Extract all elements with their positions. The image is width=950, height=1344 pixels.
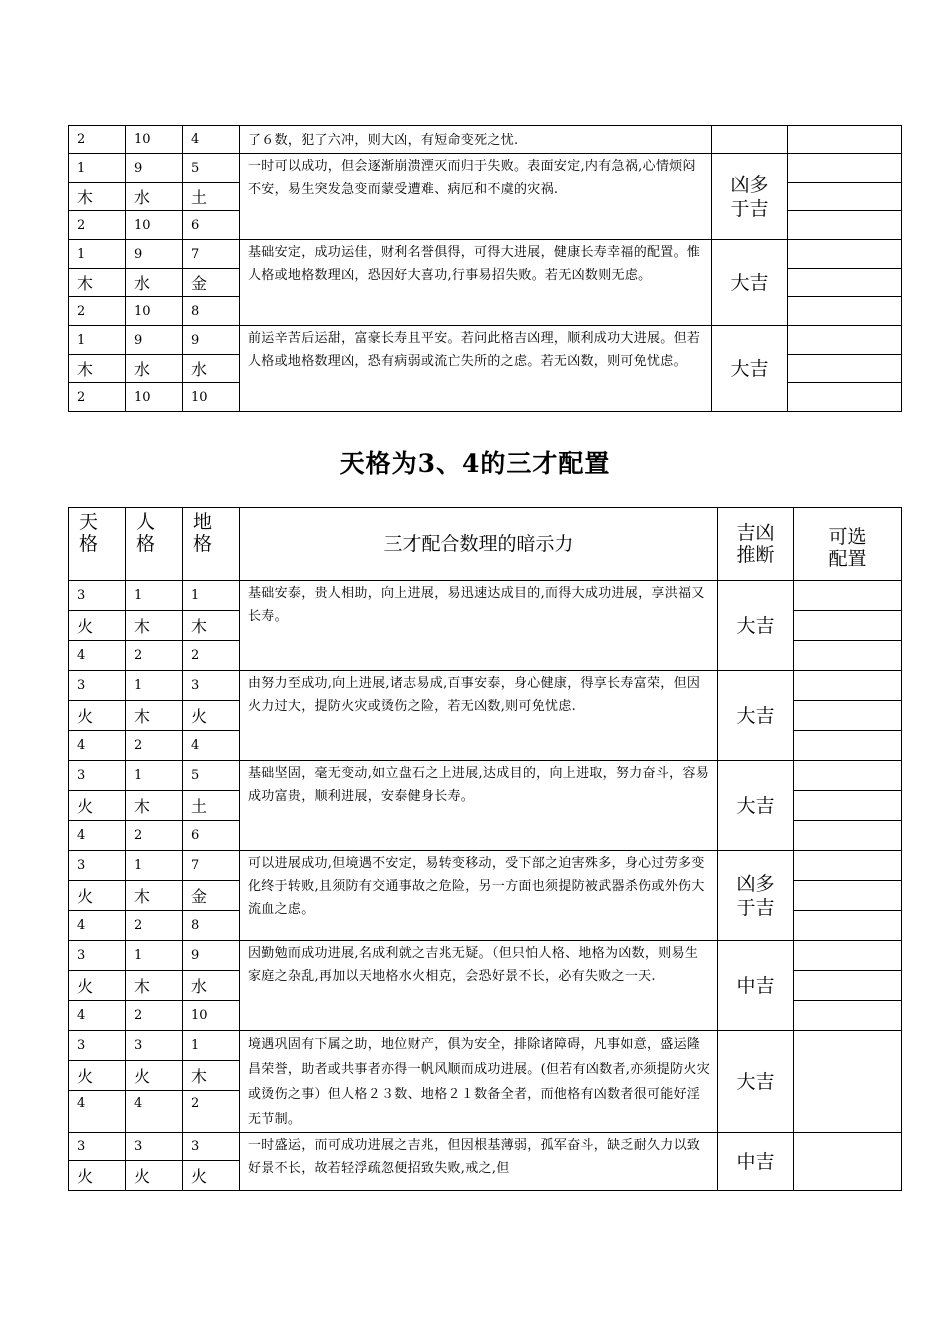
header-option	[794, 508, 902, 581]
cell-renge: 2	[126, 1001, 183, 1031]
cell-dige: 2	[183, 1091, 240, 1133]
cell-dige: 7	[183, 851, 240, 881]
cell-dige: 7	[183, 240, 240, 269]
cell-option	[794, 941, 902, 971]
cell-dige: 3	[183, 671, 240, 701]
table-row	[69, 1031, 902, 1061]
cell-option	[794, 821, 902, 851]
cell-description: 了６数，犯了六冲，则大凶，有短命变死之忧.	[240, 126, 712, 154]
cell-dige: 5	[183, 154, 240, 183]
cell-verdict: 大吉	[718, 581, 794, 671]
header-label: 可选配置	[828, 526, 867, 570]
cell-option	[794, 1133, 902, 1191]
cell-element: 火	[69, 611, 126, 641]
cell-dige: 2	[183, 641, 240, 671]
cell-verdict	[718, 851, 794, 941]
cell-dige: 3	[183, 1133, 240, 1161]
cell-element: 水	[183, 971, 240, 1001]
cell-tiange: 4	[69, 1001, 126, 1031]
cell-option	[794, 581, 902, 611]
cell-tiange: 3	[69, 581, 126, 611]
header-dige	[183, 508, 240, 581]
cell-option	[794, 761, 902, 791]
cell-verdict	[712, 126, 788, 154]
cell-element: 火	[183, 1161, 240, 1191]
cell-option	[788, 211, 902, 240]
cell-element: 木	[126, 701, 183, 731]
cell-element: 金	[183, 881, 240, 911]
cell-verdict: 中吉	[718, 1133, 794, 1191]
cell-element: 水	[126, 355, 183, 383]
cell-description: 因勤勉而成功进展,名成利就之吉兆无疑。（但只怕人格、地格为凶数，则易生家庭之杂乱,再加以天地格水火相克，会恐好景不长，必有失败之一天.	[240, 941, 718, 1031]
cell-option	[788, 355, 902, 383]
header-label: 天格	[79, 511, 99, 555]
cell-element: 火	[126, 1061, 183, 1091]
cell-element: 水	[126, 269, 183, 297]
cell-dige: 4	[183, 731, 240, 761]
cell-renge: 9	[126, 240, 183, 269]
cell-option	[794, 1031, 902, 1133]
cell-verdict: 大吉	[718, 761, 794, 851]
cell-dige: 9	[183, 326, 240, 355]
cell-element: 木	[69, 355, 126, 383]
cell-renge: 10	[126, 211, 183, 240]
header-description: 三才配合数理的暗示力	[240, 508, 718, 581]
section-title: 天格为3、4的三才配置	[339, 449, 611, 478]
cell-verdict: 大吉	[718, 671, 794, 761]
cell-renge: 2	[126, 821, 183, 851]
cell-tiange: 3	[69, 1133, 126, 1161]
cell-element: 木	[69, 269, 126, 297]
cell-description: 基础坚固，毫无变动,如立盘石之上进展,达成目的，向上进取，努力奋斗，容易成功富贵，顺利进展，安泰健身长寿。	[240, 761, 718, 851]
table-row	[69, 326, 902, 355]
cell-dige: 9	[183, 941, 240, 971]
cell-tiange: 1	[69, 240, 126, 269]
cell-dige: 10	[183, 383, 240, 412]
cell-option	[788, 269, 902, 297]
cell-description: 一时盛运，而可成功进展之吉兆，但因根基薄弱，孤军奋斗，缺乏耐久力以致好景不长，故若轻浮疏忽便招致失败,戒之,但	[240, 1133, 718, 1191]
cell-tiange: 1	[69, 326, 126, 355]
cell-tiange: 3	[69, 1031, 126, 1061]
cell-element: 木	[183, 611, 240, 641]
cell-renge: 2	[126, 641, 183, 671]
cell-option	[788, 383, 902, 412]
cell-option	[794, 791, 902, 821]
cell-option	[788, 126, 902, 154]
cell-dige: 10	[183, 1001, 240, 1031]
cell-verdict	[712, 154, 788, 240]
header-label: 吉凶推断	[736, 522, 775, 566]
header-label: 人格	[136, 511, 156, 555]
cell-description: 基础安泰，贵人相助，向上进展，易迅速达成目的,而得大成功进展，享洪福又长寿。	[240, 581, 718, 671]
cell-option	[788, 326, 902, 355]
cell-description: 基础安定，成功运佳，财利名誉俱得，可得大进展，健康长寿幸福的配置。惟人格或地格数理凶，恐因好大喜功,行事易招失败。若无凶数则无虑。	[240, 240, 712, 326]
cell-element: 木	[126, 971, 183, 1001]
cell-tiange: 4	[69, 911, 126, 941]
cell-tiange: 2	[69, 383, 126, 412]
table-row	[69, 851, 902, 881]
cell-element: 木	[126, 881, 183, 911]
cell-tiange: 4	[69, 731, 126, 761]
cell-dige: 4	[183, 126, 240, 154]
cell-renge: 3	[126, 1133, 183, 1161]
table-header	[69, 508, 902, 581]
cell-renge: 3	[126, 1031, 183, 1061]
cell-verdict: 大吉	[718, 1031, 794, 1133]
cell-dige: 8	[183, 297, 240, 326]
cell-option	[794, 611, 902, 641]
cell-tiange: 4	[69, 821, 126, 851]
cell-option	[794, 671, 902, 701]
cell-option	[794, 881, 902, 911]
cell-tiange: 2	[69, 297, 126, 326]
cell-dige: 5	[183, 761, 240, 791]
cell-renge: 1	[126, 581, 183, 611]
cell-element: 火	[126, 1161, 183, 1191]
table-row	[69, 1133, 902, 1161]
cell-element: 土	[183, 791, 240, 821]
cell-tiange: 1	[69, 154, 126, 183]
cell-element: 水	[183, 355, 240, 383]
cell-element: 火	[69, 971, 126, 1001]
cell-description: 由努力至成功,向上进展,诸志易成,百事安泰，身心健康，得享长寿富荣，但因火力过大，提防火灾或烫伤之险，若无凶数,则可免忧虑.	[240, 671, 718, 761]
header-verdict	[718, 508, 794, 581]
header-tiange	[69, 508, 126, 581]
cell-option	[794, 851, 902, 881]
cell-option	[794, 971, 902, 1001]
table-row	[69, 154, 902, 183]
cell-option	[788, 240, 902, 269]
table-row	[69, 126, 902, 154]
cell-element: 木	[69, 183, 126, 211]
cell-description: 可以进展成功,但境遇不安定，易转变移动，受下部之迫害殊多，身心过劳多变化终于转败,且须防有交通事故之危险，另一方面也须提防被武器杀伤或外伤大流血之虑。	[240, 851, 718, 941]
cell-option	[794, 731, 902, 761]
cell-renge: 1	[126, 671, 183, 701]
cell-renge: 1	[126, 941, 183, 971]
cell-element: 木	[126, 791, 183, 821]
cell-dige: 1	[183, 581, 240, 611]
cell-option	[794, 1001, 902, 1031]
cell-option	[788, 183, 902, 211]
cell-element: 火	[183, 701, 240, 731]
cell-dige: 6	[183, 211, 240, 240]
cell-option	[794, 701, 902, 731]
cell-verdict: 大吉	[712, 326, 788, 412]
table-row	[69, 941, 902, 971]
cell-dige: 1	[183, 1031, 240, 1061]
cell-option	[788, 154, 902, 183]
header-label: 地格	[193, 511, 213, 555]
verdict-text: 凶多于吉	[736, 872, 775, 919]
cell-description: 前运辛苦后运甜，富豪长寿且平安。若问此格吉凶理，顺利成功大进展。但若人格或地格数理凶，恐有病弱或流亡失所的之虑。若无凶数，则可免忧虑。	[240, 326, 712, 412]
cell-renge: 10	[126, 297, 183, 326]
cell-tiange: 3	[69, 761, 126, 791]
cell-renge: 10	[126, 126, 183, 154]
cell-description: 境遇巩固有下属之助，地位财产，俱为安全，排除诸障碍，凡事如意，盛运隆昌荣誉，助者或共事者亦得一帆风顺而成功进展。(但若有凶数者,亦须提防火灾或烫伤之事）但人格２３数、地格２１数备全者，而他格有凶数者很可能好淫无节制。	[240, 1031, 718, 1133]
cell-element: 金	[183, 269, 240, 297]
verdict-text: 凶多于吉	[730, 173, 769, 220]
cell-element: 火	[69, 1061, 126, 1091]
cell-element: 木	[126, 611, 183, 641]
cell-tiange: 3	[69, 671, 126, 701]
cell-renge: 4	[126, 1091, 183, 1133]
cell-tiange: 3	[69, 941, 126, 971]
table-row	[69, 581, 902, 611]
cell-element: 火	[69, 1161, 126, 1191]
cell-option	[794, 911, 902, 941]
cell-renge: 9	[126, 326, 183, 355]
cell-verdict: 大吉	[712, 240, 788, 326]
cell-renge: 1	[126, 851, 183, 881]
table-row	[69, 240, 902, 269]
cell-tiange: 2	[69, 211, 126, 240]
table-row	[69, 761, 902, 791]
table-row	[69, 671, 902, 701]
cell-renge: 2	[126, 911, 183, 941]
cell-element: 火	[69, 881, 126, 911]
cell-tiange: 4	[69, 1091, 126, 1133]
cell-renge: 1	[126, 761, 183, 791]
cell-element: 火	[69, 791, 126, 821]
cell-tiange: 4	[69, 641, 126, 671]
cell-renge: 9	[126, 154, 183, 183]
cell-tiange: 3	[69, 851, 126, 881]
cell-option	[788, 297, 902, 326]
cell-verdict: 中吉	[718, 941, 794, 1031]
cell-option	[794, 641, 902, 671]
cell-renge: 2	[126, 731, 183, 761]
cell-element: 木	[183, 1061, 240, 1091]
cell-element: 水	[126, 183, 183, 211]
cell-tiange: 2	[69, 126, 126, 154]
cell-renge: 10	[126, 383, 183, 412]
cell-description: 一时可以成功，但会逐渐崩溃湮灭而归于失败。表面安定,内有急祸,心情烦闷不安，易生突发急变而蒙受遭难、病厄和不虞的灾祸.	[240, 154, 712, 240]
header-renge	[126, 508, 183, 581]
cell-dige: 8	[183, 911, 240, 941]
top-table	[68, 125, 902, 412]
main-table	[68, 507, 902, 1191]
cell-element: 土	[183, 183, 240, 211]
cell-dige: 6	[183, 821, 240, 851]
cell-element: 火	[69, 701, 126, 731]
